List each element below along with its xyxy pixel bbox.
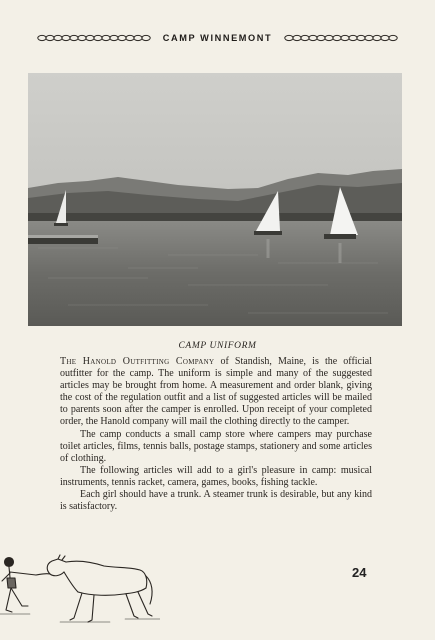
paragraph-outfitter-text: of Standish, Maine, is the official outfitter for the camp. The uniform is simple and many of the suggested articles may be brought from home. A measurement and order blank, giving the cost of the regulation outfit and a list of suggested articles will be mailed to parents soon after the camper is enrolled. Upon receipt of your completed order, the Hanold company will mail the clothing directly to the camper. xyxy=(60,356,372,428)
right-chain-ornament xyxy=(280,33,398,43)
page-number: 24 xyxy=(352,565,367,580)
running-head-title: CAMP WINNEMONT xyxy=(162,33,273,43)
paragraph-articles: The following articles will add to a girl's pleasure in camp: musical instruments, tennis racket, camera, games, books, fishing tackle. xyxy=(60,464,372,488)
left-chain-ornament xyxy=(37,33,155,43)
paragraph-trunk: Each girl should have a trunk. A steamer trunk is desirable, but any kind is satisfactory. xyxy=(60,489,372,513)
page-header xyxy=(0,30,435,46)
floating-dock xyxy=(28,237,98,244)
section-caption: CAMP UNIFORM xyxy=(178,341,257,351)
company-name: The Hanold Outfitting Company xyxy=(60,356,215,367)
article-body xyxy=(60,356,372,513)
paragraph-outfitter xyxy=(60,356,372,429)
girl-leading-horse-sketch xyxy=(0,548,160,628)
paragraph-camp-store: The camp conducts a small camp store where campers may purchase toilet articles, films, tennis balls, postage stamps, stationery and some articles of clothing. xyxy=(60,428,372,464)
sailboats-photo xyxy=(28,73,402,326)
